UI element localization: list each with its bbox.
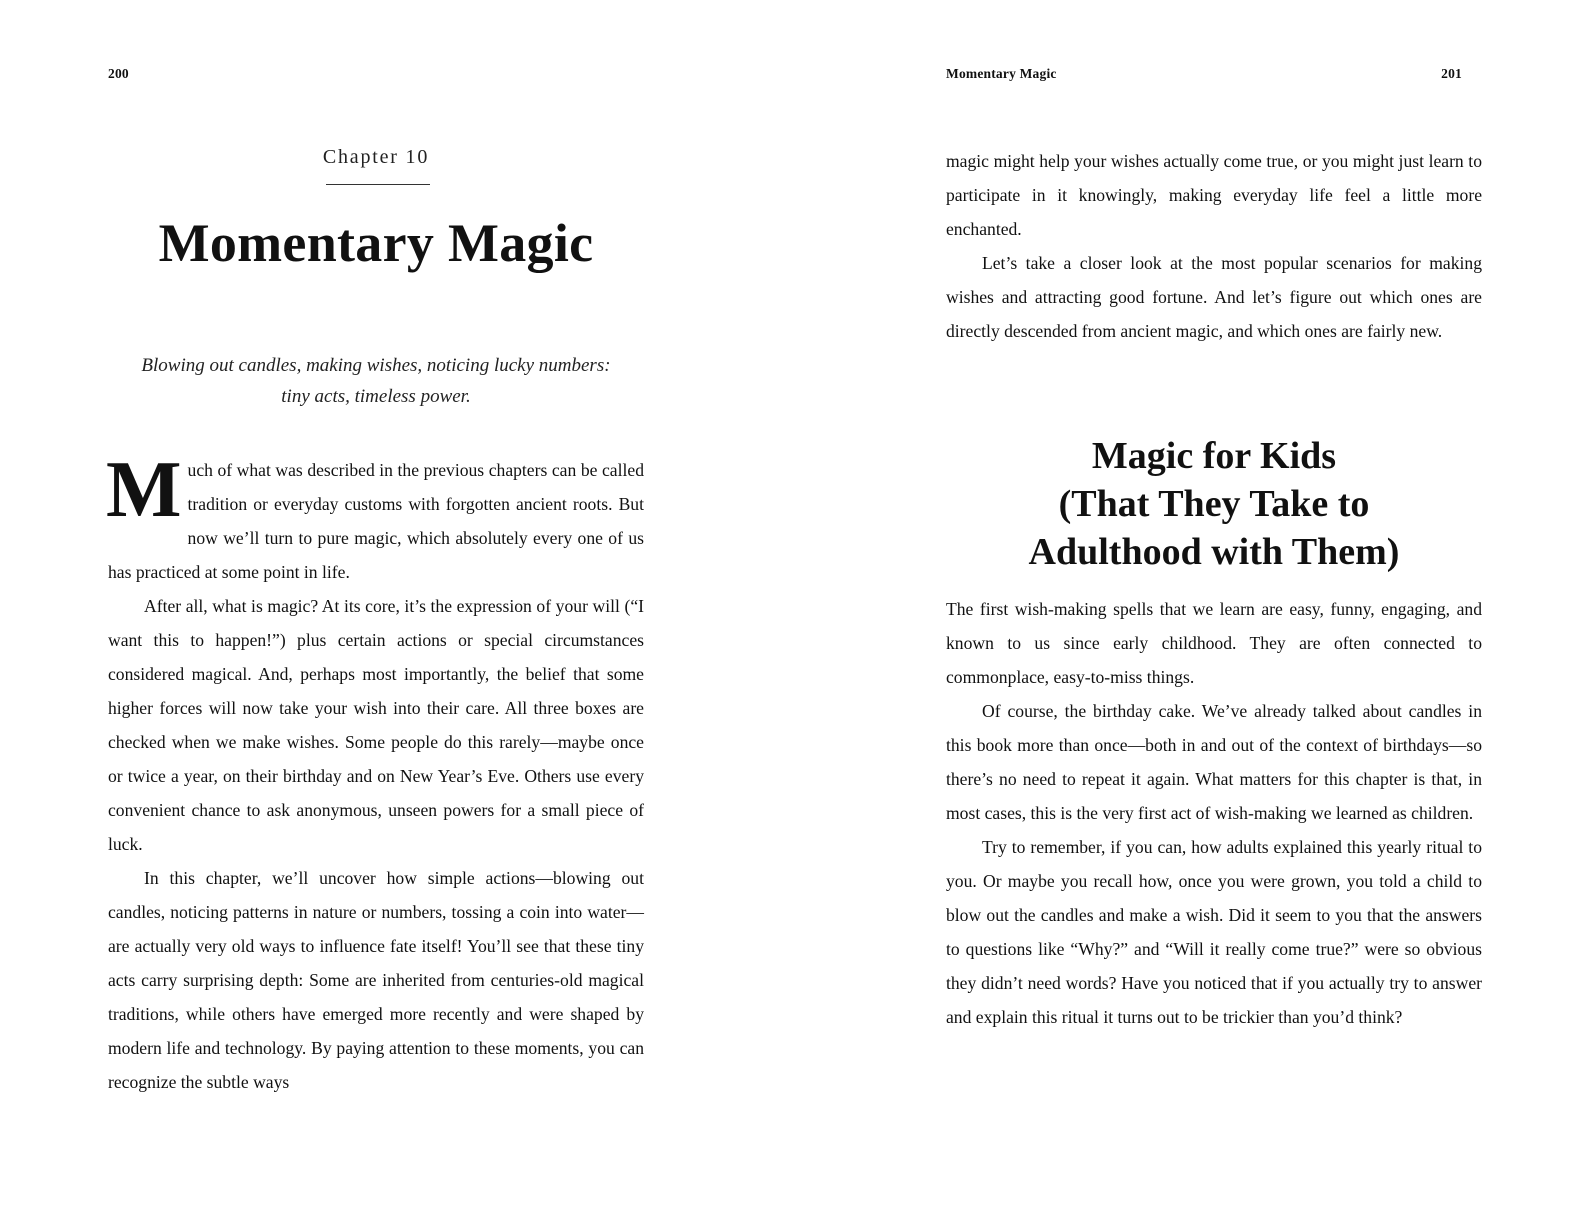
epigraph-line: tiny acts, timeless power.: [281, 386, 471, 407]
section-heading-line: Adulthood with Them): [1028, 531, 1400, 573]
epigraph: [108, 350, 644, 412]
continued-paragraph: magic might help your wishes actually come true, or you might just learn to participate in it knowingly, making everyday life feel a little more enchanted.: [946, 151, 1482, 239]
section-first-paragraph: The first wish-making spells that we learn are easy, funny, engaging, and known to us since early childhood. They are often connected to commonplace, easy-to-miss things.: [946, 599, 1482, 687]
body-paragraph: Of course, the birthday cake. We’ve already talked about candles in this book more than once—both in and out of the context of birthdays—so there’s no need to repeat it again. What matters for this chapter is that, in most cases, this is the very first act of wish-making we learned as children.: [946, 701, 1482, 823]
body-paragraph: After all, what is magic? At its core, it’s the expression of your will (“I want this to happen!”) plus certain actions or special circumstances considered magical. And, perhaps most importantly, the belief that some higher forces will now take your wish into their care. All three boxes are checked when we make wishes. Some people do this rarely—maybe once or twice a year, on their birthday and on New Year’s Eve. Others use every convenient chance to ask anonymous, unseen powers for a small piece of luck.: [108, 596, 644, 854]
section-heading-line: (That They Take to: [1058, 483, 1370, 525]
opening-paragraph: [106, 446, 644, 589]
right-bottom-body-text: [946, 592, 1482, 1034]
chapter-title: Momentary Magic: [158, 213, 594, 273]
right-page: [792, 0, 1584, 1224]
body-paragraph: Try to remember, if you can, how adults explained this yearly ritual to you. Or maybe you recall how, once you were grown, you told a child to blow out the candles and make a wish. Did it seem to you that the answers to questions like “Why?” and “Will it really come true?” were so obvious they didn’t need words? Have you noticed that if you actually try to answer and explain this ritual it turns out to be trickier than you’d think?: [946, 837, 1482, 1027]
body-paragraph: In this chapter, we’ll uncover how simple actions—blowing out candles, noticing patterns in nature or numbers, tossing a coin into water—are actually very old ways to influence fate itself! You’ll see that these tiny acts carry surprising depth: Some are inherited from centuries-old magical traditions, while others have emerged more recently and were shaped by modern life and technology. By paying attention to these moments, you can recognize the subtle ways: [108, 868, 644, 1092]
section-heading: [946, 432, 1482, 576]
body-paragraph: Let’s take a closer look at the most popular scenarios for making wishes and attracting good fortune. And let’s figure out which ones are directly descended from ancient magic, and which ones are fairly new.: [946, 253, 1482, 341]
right-top-body-text: [946, 144, 1482, 348]
running-head: Momentary Magic: [946, 66, 1057, 81]
opening-paragraph-text: uch of what was described in the previous chapters can be called tradition or everyday customs with forgotten ancient roots. But now we’ll turn to pure magic, which absolutely every one of us has practiced at some point in life.: [108, 460, 644, 582]
chapter-rule: [326, 184, 430, 185]
page-number-left: 200: [108, 66, 129, 81]
epigraph-line: Blowing out candles, making wishes, noticing lucky numbers:: [141, 355, 611, 376]
page-number-right: 201: [1441, 66, 1462, 81]
section-heading-line: Magic for Kids: [1091, 435, 1337, 477]
drop-cap: M: [106, 446, 182, 534]
left-body-text: [106, 446, 644, 1099]
chapter-label: Chapter 10: [322, 146, 430, 168]
